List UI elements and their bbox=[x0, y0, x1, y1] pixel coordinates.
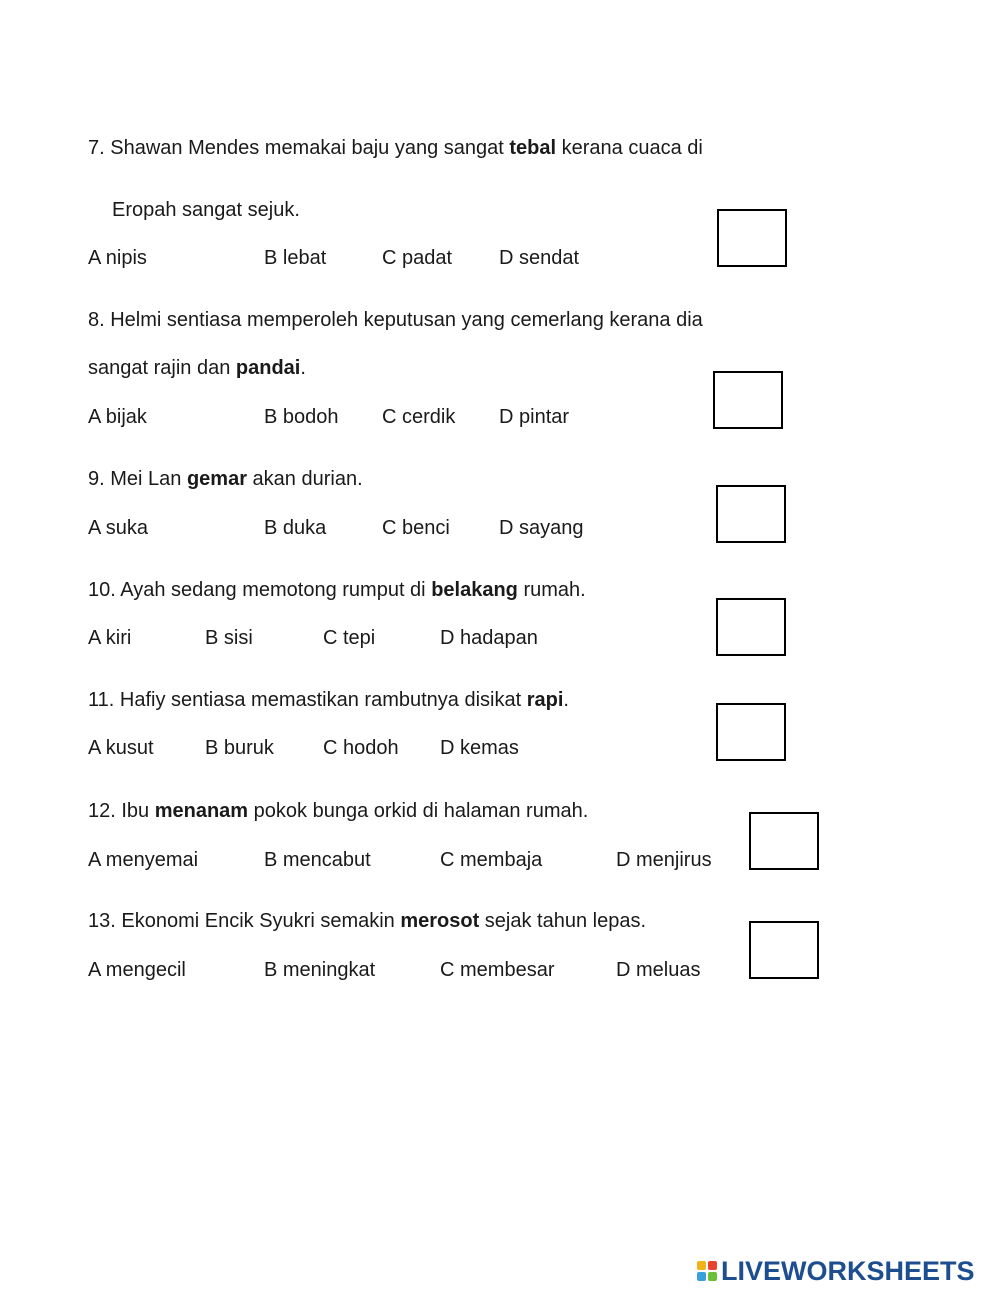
question-12-option-a: A menyemai bbox=[88, 849, 199, 871]
question-13-option-d: D meluas bbox=[616, 959, 701, 981]
question-11-option-b: B buruk bbox=[205, 737, 274, 759]
question-12-stem: 12. Ibu menanam pokok bunga orkid di halaman rumah. bbox=[88, 800, 589, 822]
question-11-option-a: A kusut bbox=[88, 737, 154, 759]
question-11-answer-box[interactable] bbox=[716, 703, 786, 761]
question-11-keyword: rapi bbox=[526, 689, 564, 711]
question-11-option-c: C hodoh bbox=[323, 737, 399, 759]
question-10-answer-box[interactable] bbox=[716, 598, 786, 656]
question-8-answer-box[interactable] bbox=[713, 371, 783, 429]
question-9-option-d: D sayang bbox=[499, 517, 584, 539]
question-11-stem: 11. Hafiy sentiasa memastikan rambutnya disikat rapi. bbox=[88, 689, 569, 711]
question-13-keyword: merosot bbox=[400, 910, 480, 932]
question-7-answer-box[interactable] bbox=[717, 209, 787, 267]
question-9-option-c: C benci bbox=[382, 517, 450, 539]
question-7-option-d: D sendat bbox=[499, 247, 580, 269]
question-13-option-c: C membesar bbox=[440, 959, 555, 981]
question-10-option-d: D hadapan bbox=[440, 627, 538, 649]
question-11-option-d: D kemas bbox=[440, 737, 519, 759]
liveworksheets-logo-icon bbox=[697, 1261, 717, 1281]
question-9-option-a: A suka bbox=[88, 517, 149, 539]
logo-square-3 bbox=[697, 1272, 706, 1281]
question-7-option-c: C padat bbox=[382, 247, 453, 269]
question-10-stem: 10. Ayah sedang memotong rumput di belakang rumah. bbox=[88, 579, 586, 601]
question-9-option-b: B duka bbox=[264, 517, 327, 539]
question-9-keyword: gemar bbox=[186, 468, 247, 490]
question-9-stem: 9. Mei Lan gemar akan durian. bbox=[88, 468, 363, 490]
question-12-answer-box[interactable] bbox=[749, 812, 819, 870]
logo-square-2 bbox=[708, 1261, 717, 1270]
question-10-option-b: B sisi bbox=[205, 627, 253, 649]
question-8-stem: 8. Helmi sentiasa memperoleh keputusan yang cemerlang kerana dia bbox=[88, 309, 703, 331]
question-10-option-a: A kiri bbox=[88, 627, 132, 649]
question-8-option-a: A bijak bbox=[88, 406, 147, 428]
question-12-option-d: D menjirus bbox=[616, 849, 712, 871]
question-13-answer-box[interactable] bbox=[749, 921, 819, 979]
question-13-stem: 13. Ekonomi Encik Syukri semakin merosot sejak tahun lepas. bbox=[88, 910, 647, 932]
question-7-keyword: tebal bbox=[509, 137, 557, 159]
question-8-option-b: B bodoh bbox=[264, 406, 339, 428]
question-13-option-b: B meningkat bbox=[264, 959, 376, 981]
question-12-option-c: C membaja bbox=[440, 849, 543, 871]
question-8-keyword: pandai bbox=[235, 357, 301, 379]
question-7-stem-line2: Eropah sangat sejuk. bbox=[112, 199, 300, 221]
question-12-keyword: menanam bbox=[154, 800, 249, 822]
question-9-answer-box[interactable] bbox=[716, 485, 786, 543]
question-10-keyword: belakang bbox=[431, 579, 518, 601]
logo-square-1 bbox=[697, 1261, 706, 1270]
question-12-option-b: B mencabut bbox=[264, 849, 371, 871]
question-8-option-c: C cerdik bbox=[382, 406, 456, 428]
question-7-stem: 7. Shawan Mendes memakai baju yang sangat tebal kerana cuaca di bbox=[88, 137, 703, 159]
question-13-option-a: A mengecil bbox=[88, 959, 186, 981]
liveworksheets-logo-text: LIVEWORKSHEETS bbox=[721, 1255, 975, 1286]
question-10-option-c: C tepi bbox=[323, 627, 376, 649]
question-8-option-d: D pintar bbox=[499, 406, 570, 428]
question-7-option-b: B lebat bbox=[264, 247, 327, 269]
question-8-stem-line2: sangat rajin dan pandai. bbox=[88, 357, 306, 379]
question-7-option-a: A nipis bbox=[88, 247, 147, 269]
logo-square-4 bbox=[708, 1272, 717, 1281]
liveworksheets-logo bbox=[697, 1256, 975, 1286]
